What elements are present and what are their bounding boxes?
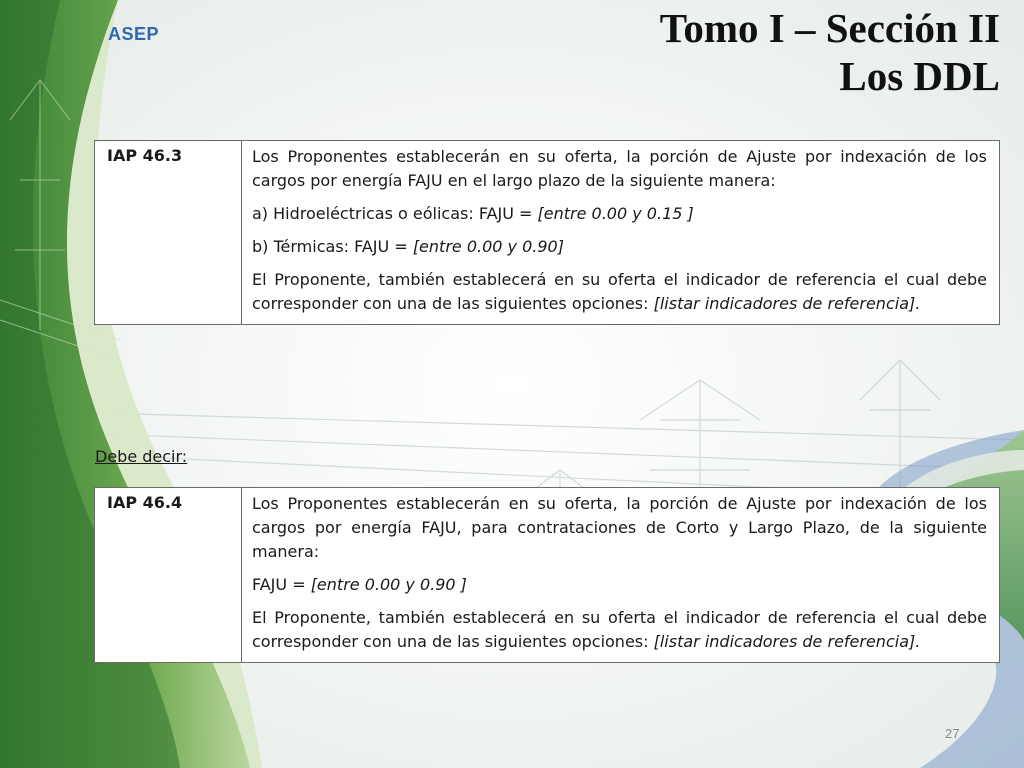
slide-title: [660, 4, 1000, 100]
clause-intro: Los Proponentes establecerán en su oferta, la porción de Ajuste por indexación de los cargos por energía FAJU, para contrataciones de Corto y Largo Plazo, de la siguiente manera:: [252, 494, 987, 561]
asep-logo: ASEP: [108, 24, 160, 44]
clause-code: IAP 46.4: [95, 488, 242, 663]
clause-code: IAP 46.3: [95, 141, 242, 325]
clause-item-a: a) Hidroeléctricas o eólicas: FAJU = [entre 0.00 y 0.15 ]: [252, 204, 694, 223]
clause-item-b: b) Térmicas: FAJU = [entre 0.00 y 0.90]: [252, 237, 564, 256]
clause-body: [242, 141, 1000, 325]
slide-title-line-1: Tomo I – Sección II: [659, 5, 1000, 51]
page-number: 27: [945, 726, 960, 741]
clause-faju: FAJU = [entre 0.00 y 0.90 ]: [252, 575, 467, 594]
slide-title-line-2: Los DDL: [839, 53, 1000, 99]
debe-decir-label: Debe decir:: [95, 447, 188, 466]
clause-intro: Los Proponentes establecerán en su oferta, la porción de Ajuste por indexación de los cargos por energía FAJU en el largo plazo de la siguiente manera:: [252, 147, 987, 190]
clause-body: [242, 488, 1000, 663]
clause-closing: El Proponente, también establecerá en su oferta el indicador de referencia el cual debe corresponder con una de las siguientes opciones: [listar indicadores de referencia].: [252, 608, 987, 651]
amended-clause-table: [94, 487, 1000, 663]
clause-closing: El Proponente, también establecerá en su oferta el indicador de referencia el cual debe corresponder con una de las siguientes opciones: [listar indicadores de referencia].: [252, 270, 987, 313]
original-clause-table: [94, 140, 1000, 325]
